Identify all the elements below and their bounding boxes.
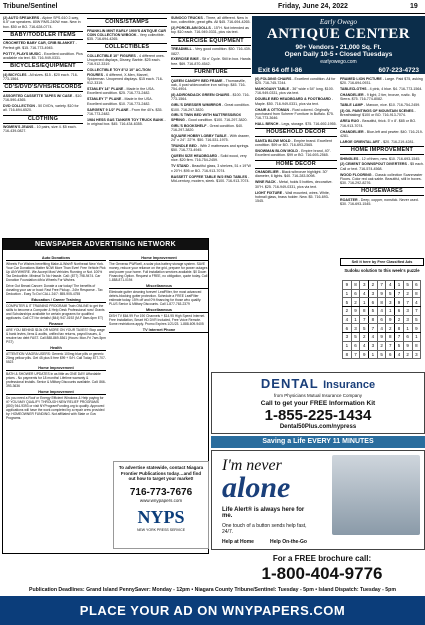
section-heading: BICYCLES/EQUIPMENT	[3, 62, 83, 71]
list-item: ROASTER - Deep, copper, nonstick. Never used. $30. 716-693-1545.	[340, 197, 419, 207]
nan-heading: Finance	[6, 322, 106, 327]
sudoku-cell: 5	[360, 324, 369, 333]
issue-date: Friday, June 24, 2022	[278, 3, 348, 10]
sudoku-row	[343, 307, 421, 316]
sudoku-cell: 6	[369, 298, 378, 307]
sudoku-cell: 6	[412, 281, 421, 290]
sudoku-cell: 2	[386, 324, 395, 333]
list-item: SANTA BLOW MOLD - Empire brand. Excellent condition. $99 or BO. 716-693-2565.	[255, 138, 332, 148]
sudoku-cell: 9	[386, 315, 395, 324]
sudoku-cell: 8	[412, 341, 421, 350]
list-item: TRUNDLE BED - With 2 mattresses and springs. $50. 716-773-4945.	[171, 143, 250, 153]
footer-banner[interactable]	[0, 596, 425, 625]
nan-heading: Home Improvement	[109, 256, 209, 261]
sudoku-cell: 9	[377, 289, 386, 298]
dental-from: from Physicians Mutual Insurance Company	[273, 393, 363, 398]
help-at-home-icon: Help at Home	[222, 539, 254, 545]
paper-name: Tribune/Sentinel	[3, 3, 58, 10]
list-item: CHANDELIER - 9 light, 2 tier, bronze, rustic. By Sierra. $75. 716-774-8082.	[340, 93, 416, 102]
list-item: QUEEN SIZE HEADBOARD - Solid wood, very nice. $20 firm. 716-754-2459.	[171, 154, 247, 163]
page-header	[0, 0, 425, 14]
sudoku-cell: 1	[412, 333, 421, 342]
nan-heading: Education / Career Training	[6, 298, 106, 303]
list-item: WINE RACK - Metal, holds 5 bottles, decorative. 30"H. $25. 716-949-0331, pics via text.	[255, 180, 333, 189]
dental-website: Dental50Plus.com/nypress	[279, 424, 357, 430]
sudoku-cell: 1	[343, 341, 352, 350]
nyps-logo: NYPS	[137, 506, 185, 527]
nan-paragraph: ATTENTION VIAGRA USERS: Generic 100mg blue pills or generic 20mg yellow pills. Get 45 plus 5 free $99 + S/H. Call Today 877-707-5523	[6, 352, 106, 364]
list-item: SQUARE HOBBY LOBBY TABLE - With drawer, 24" x 24". 22"H. $50. 716-531-1975.	[171, 133, 250, 143]
sudoku-cell: 7	[351, 350, 360, 359]
nan-heading: Health	[6, 346, 106, 351]
sudoku-cell: 4	[386, 281, 395, 290]
nan-paragraph: COMPUTER & IT TRAINING PROGRAM! Train ONLINE to get the skills to become a Computer & Help Desk Professional now! Grants and Scholarships available for certain programs for qualified applicants. Call CTI for details! (844) 947-0192 (M-F 8am-6pm ET)	[6, 304, 105, 320]
sudoku-cell: 7	[395, 333, 404, 342]
nan-heading: Home Improvement	[6, 390, 106, 395]
publication-deadlines: Publication Deadlines: Grand Island PennySaver: Monday - 12pm • Niagara County Tribune/Sentinel: Tuesday - 5pm • Island Dispatch: Tuesday - 5pm	[29, 587, 396, 593]
brochure-cta: For a FREE brochure call:	[272, 554, 372, 563]
list-item: (2) PORCELAIN DOLLS - 15"H. Not intended as toy. $10 each. 716-949-0331, pics via text.	[171, 26, 249, 35]
alert-headline: I'm never	[222, 457, 282, 474]
list-item: (2) AUTO SPEAKERS - Alpine SPS-610 2-way, 6.5" car speakers. 80W RMS-240W max. New in box. $50 or BO. 716-628-0774.	[3, 16, 81, 29]
sudoku-cell: 9	[403, 341, 412, 350]
list-item: LARGE ORIENTAL ART - $20. 716-219-4281.	[340, 139, 415, 144]
sudoku-cell: 4	[343, 315, 352, 324]
list-item: GIRL'S DRESSER W/MIRROR - Great condition. $100. 716-297-3820.	[171, 103, 250, 112]
nan-paragraph: Eliminate gutter cleaning forever! LeafFilter, the most advanced debris-blocking gutter protection. Schedule a FREE LeafFilter estimate today. 15% off and 0% financing for those who qualify. PLUS Senior & Military Discounts. Call 1-877-763-2379	[109, 290, 202, 306]
help-on-the-go-icon: Help On-the-Go	[270, 539, 307, 545]
sudoku-grid	[342, 280, 421, 359]
sudoku-row	[343, 298, 421, 307]
sudoku-cell: 3	[369, 289, 378, 298]
sudoku-cell: 4	[369, 333, 378, 342]
list-item: CROCHETED BABY CAR, CRIB BLANKET - Perfect gift. $15. 716-773-4945.	[3, 41, 77, 50]
sudoku-cell: 6	[386, 350, 395, 359]
list-item: DVD COLLECTION - 50 DVD's, variety. $10 for all. 716-694-6520.	[3, 103, 79, 113]
nyps-subtitle: NEW YORK PRESS SERVICE	[136, 527, 186, 532]
sudoku-cell: 7	[377, 281, 386, 290]
nan-heading: Miscellaneous	[109, 284, 209, 289]
list-item: GIRL'S TWIN BED WITH MATTRESS/BOX SPRING - Good condition. $100. 716-297-3820.	[171, 113, 248, 122]
list-item: SUNOCO TRUCKS - Three, all different. New in box, collectible, great gifts. All $45. 716-694-4265.	[171, 16, 251, 25]
sudoku-cell: 3	[360, 281, 369, 290]
sudoku-cell: 7	[395, 289, 404, 298]
sudoku-cell: 8	[412, 289, 421, 298]
sudoku-row	[343, 324, 421, 333]
sudoku-cell: 1	[351, 315, 360, 324]
list-item: FRAMED LION PICTURE - Large. Paid $75, asking $20. 716-694-0931.	[340, 77, 423, 86]
ad-phone: 607-223-4723	[378, 67, 419, 74]
sudoku-cell: 8	[343, 350, 352, 359]
sudoku-cell: 6	[351, 289, 360, 298]
dental-heading	[212, 373, 424, 393]
sudoku-cell: 8	[360, 307, 369, 316]
list-item: QUEEN CANOPY BED FRAME - Thomasville, oak, 4 post w/decorative iron rail top. $45. 716-754-4904.	[171, 78, 246, 92]
sudoku-cell: 2	[377, 341, 386, 350]
sudoku-cell: 9	[395, 298, 404, 307]
dental-call: Call to get your FREE Information Kit	[260, 400, 376, 407]
column-4	[255, 77, 337, 370]
nan-paragraph: The Generac PWRcell, a solar plus battery storage system. SAVE money, reduce your reliance on the grid, prepare for power outages and power your home. Full installation services available. $0 Down Financing Option. Request a FREE, no obligation, quote today. Call 1-888-871-0194	[109, 262, 208, 282]
sudoku-cell: 1	[403, 324, 412, 333]
sudoku-cell: 7	[403, 298, 412, 307]
sudoku-cell: 8	[377, 298, 386, 307]
sudoku-cell: 3	[369, 341, 378, 350]
sudoku-cell: 5	[377, 350, 386, 359]
sudoku-cell: 7	[412, 307, 421, 316]
list-item: EXERCISE BIKE - Sit n' Cycle. Still in box. Hands free. $69. 716-870-4542.	[171, 57, 251, 66]
page-number: 19	[410, 3, 418, 10]
sudoku-cell: 2	[395, 315, 404, 324]
sudoku-cell: 6	[403, 333, 412, 342]
section-heading: CD'S/DVD'S/VHS/RECORDS	[4, 84, 82, 91]
ad-footer-row	[252, 65, 425, 74]
sudoku-cell: 3	[386, 298, 395, 307]
list-item: STANLEY 14" PLANE - Made in the USA. Excellent condition. $25. 716-773-2482.	[87, 87, 155, 96]
sudoku-cell: 9	[351, 307, 360, 316]
section-heading: HOUSEHOLD DECOR	[255, 128, 337, 137]
nan-paragraph: Wheels For Wishes benefiting Make-A-Wish® Northeast New York. Your Car Donations Matter NOW More Than Ever! Free Vehicle Pick Up ANYWHERE. We Accept Most Vehicles Running or Not. 100% Tax Deductible. Minimal To No Hassle. Call: (877) 798-9474. Car Donation Foundation d/b/a Wheels For Wishes.	[6, 262, 106, 282]
sudoku-cell: 3	[403, 315, 412, 324]
sudoku-cell: 5	[412, 315, 421, 324]
sudoku-cell: 6	[377, 315, 386, 324]
sudoku-cell: 2	[369, 281, 378, 290]
sudoku-cell: 5	[351, 333, 360, 342]
list-item: COLLECTIBLE TOY 8"/2 10" AC-TION FIGURES - 6 different, X-Men, Marvel, Spiderman. Unopened displays. $15 each. 716-912-3319.	[87, 68, 163, 86]
sudoku-cell: 7	[360, 315, 369, 324]
alert-line2: One touch of a button sends help fast, 24/7.	[222, 523, 307, 535]
sudoku-cell: 1	[386, 307, 395, 316]
list-item: WOOD FLOORING - Classic collection Scanmaster Floors. Color red oak sable. Beautiful, still in boxes. $30. 716-292-8276.	[340, 172, 423, 186]
sudoku-row	[343, 350, 421, 359]
nan-right-column	[109, 254, 209, 334]
list-item: SARGENT 9 1/2" PLANE - From the 40's. $35. 716-773-2482.	[87, 107, 163, 116]
list-item: LIGHT FIXTURE - Wall mounted, wires. White, hobnail glass, brass holder. New. $5. 716-693-1545.	[255, 190, 330, 204]
sudoku-cell: 3	[343, 333, 352, 342]
list-item: CHANDELIER - Black w/bronze highlight. 30" diameter, 6 lights. $40. 716-283-5098.	[255, 170, 328, 179]
nan-heading: Auto Donations	[6, 256, 106, 261]
list-item: COLLECTIBLE 10" FIGURES - 4 different ones. Unopened displays, Disney, Barbie. $25 each. 716-912-3319.	[87, 53, 165, 67]
list-item: POTTY, PLAYS MUSIC - Excellent condition. Pics available via text. $5. 716-949-0331.	[3, 51, 83, 60]
sudoku-cell: 2	[360, 333, 369, 342]
sudoku-cell: 5	[395, 341, 404, 350]
nan-title: NEWSPAPER ADVERTISING NETWORK	[3, 239, 208, 250]
sudoku-cell: 2	[343, 307, 352, 316]
list-item: DOUBLE BED HEADBOARD & FOOTBOARD - Maple. $50. 716-949-0331, pics via text.	[255, 97, 334, 106]
section-heading: HOUSEWARES	[340, 187, 424, 196]
sudoku-row	[343, 341, 421, 350]
nyps-website: www.wnypapers.com	[139, 497, 183, 503]
sudoku-row	[343, 289, 421, 298]
section-heading: COLLECTIBLES	[87, 43, 167, 52]
brochure-phone[interactable]: 1-800-404-9776	[261, 564, 383, 583]
nan-paragraph: DISH TV $64.99 For 190 Channels + $14.95 High Speed Internet. Free Installation, Smart HD DVR Included, Free Voice Remote. Some restrictions apply. Promo Expires 1/21/23. 1-888-609-9405	[109, 314, 206, 326]
ad-website: earlyowego.com	[320, 59, 357, 65]
sudoku-row	[343, 315, 421, 324]
sudoku-cell: 4	[360, 341, 369, 350]
sudoku-cell: 3	[351, 324, 360, 333]
ad-tagline: Early Owego	[319, 18, 358, 26]
alert-line1: Life Alert® is always here for me.	[222, 507, 305, 519]
life-alert-banner: Saving a Life EVERY 11 MINUTES	[211, 436, 425, 448]
nan-paragraph: ARE YOU BEHIND $10k OR MORE ON YOUR TAXES? Stop wage & bank levies, liens & audits, unfiled tax returns, payroll issues, & resolve tax debt FAST. Call 888-869-5361 (Hours: Mon-Fri 7am-5pm PST)	[6, 328, 106, 344]
section-heading: EXERCISE EQUIPMENT	[171, 37, 251, 46]
list-item: TREADMILL - Very good condition. $50. 716-439-0827.	[171, 47, 251, 56]
sudoku-row	[343, 333, 421, 342]
sudoku-cell: 8	[351, 281, 360, 290]
nyps-cta: To advertise statewide, contact Niagara Frontier Publications today…and find out how to target your market!	[118, 465, 204, 481]
person-photo	[332, 455, 420, 535]
sudoku-cell: 4	[360, 289, 369, 298]
list-item: HALL BENCH - Legs, storage. $75. 716-692-1955.	[255, 122, 337, 127]
list-item: SNOWMAN BLOW MOLD - Empire brand, 40". Excellent condition. $99 or BO. 716-693-2565.	[255, 149, 331, 158]
sudoku-cell: 1	[343, 289, 352, 298]
alert-big-word: alone	[222, 471, 291, 504]
newspaper-advertising-network	[2, 238, 209, 554]
nan-heading: Miscellaneous	[109, 308, 209, 313]
section-heading: CLOTHING	[3, 115, 83, 124]
list-item: MAHOGANY TABLE - 36" wide x 54" long. $100. 716-949-0331, pics via text.	[255, 87, 334, 96]
list-item: AREA RUG - Beautiful, thick. 5' x 8'. $85 or BO. 716-913-7074.	[340, 119, 417, 128]
section-heading: FURNITURE	[171, 68, 251, 77]
sudoku-cell: 7	[369, 324, 378, 333]
sudoku-cell: 9	[343, 281, 352, 290]
list-item: ASSORTED CASSETTE TAPES W/ CASE - $10. 716-590-4365.	[3, 93, 83, 103]
column-5	[340, 77, 424, 257]
nan-left-column	[6, 254, 106, 420]
list-item: FRANKLIN MINT EARLY 1900'S ANTIQUE CAR COIN COLLECTION W/BOOK - Very collectible. $35. 716-694-4265.	[87, 28, 166, 42]
sudoku-cell: 2	[403, 350, 412, 359]
ad-subtitle: 90+ Vendors • 21,000 Sq. Ft.	[295, 44, 382, 51]
nyps-phone: 716-773-7676	[129, 486, 193, 498]
nan-paragraph: Do you need a Roof or Energy Efficient Windows & Help paying for it? YOU MAY QUALIFY THROUGH NEW RELIEF PROGRAMS (800) 944-9393 or visit NYProgramFunding.org to qualify. Approved applications will have the work completed by a repair crew provided by: HOMEOWNER FUNDING. Not affiliated with State or Gov Programs.	[6, 396, 105, 420]
sudoku-cell: 6	[395, 307, 404, 316]
list-item: TV STAND - Beautiful glass, 3 shelves, 51 x 19"W x 20"H. $95 or BO. 716-913-7074.	[171, 164, 251, 173]
list-item: (6) FOLDING CHAIRS - Excellent condition. All for $25. 716-745-7244.	[255, 77, 336, 86]
sudoku-cell: 9	[412, 324, 421, 333]
sudoku-cell: 6	[351, 341, 360, 350]
sudoku-cell: 7	[386, 341, 395, 350]
dental-brand: DENTAL	[260, 376, 319, 391]
sell-it-banner: Sell it here by Free Classified Ads	[340, 258, 424, 266]
sudoku-cell: 4	[412, 298, 421, 307]
list-item: CHANDELIER - Blue-left and pewter. $40. 716-219-4281.	[340, 129, 423, 138]
list-item: SHINGLES - 12 of them, new. $10. 716-693-1545.	[340, 156, 421, 161]
sudoku-row	[343, 281, 421, 290]
list-item: TABLE LAMP - Maroon, nice. $10. 716-754-2459.	[340, 103, 421, 108]
column-2	[87, 16, 167, 234]
dental-title: Insurance	[323, 379, 376, 391]
list-item: (2) CEMENT DOWNSPOUT DIVERTERS - $5 each. Call or text. 716-574-4568.	[340, 162, 424, 171]
sudoku-cell: 3	[412, 350, 421, 359]
column-1	[3, 16, 83, 238]
sudoku-cell: 5	[343, 298, 352, 307]
dental-phone: 1-855-225-1434	[264, 407, 372, 424]
sudoku-cell: 6	[343, 324, 352, 333]
sudoku-cell: 9	[377, 333, 386, 342]
footer-banner-text: PLACE YOUR AD ON WNYPAPERS.COM	[79, 603, 346, 618]
sudoku-cell: 8	[395, 324, 404, 333]
sudoku-cell: 9	[360, 350, 369, 359]
nan-paragraph: BATH & SHOWER UPDATES in as little as ONE DAY! Affordable prices - No payments for 18 months! Lifetime warranty & professional installs. Senior & Military Discounts available. Call: 866-393-3636	[6, 372, 106, 388]
list-item: STANLEY 7" PLANE - Made in the USA. Excellent condition. $10. 716-773-2482.	[87, 97, 153, 106]
life-alert-ad[interactable]	[211, 450, 425, 550]
nan-heading: Home Improvement	[6, 366, 106, 371]
list-item: (4) BICYCLES - All sizes. $15 - $20 each. 716-773-1564.	[3, 72, 78, 81]
sudoku-cell: 8	[369, 315, 378, 324]
sudoku-cell: 3	[403, 307, 412, 316]
section-heading: HOME DECOR	[255, 160, 337, 169]
sudoku-cell: 1	[395, 281, 404, 290]
list-item: GIRL'S BOOKSHELF - Great condition. $40. 716-297-3820.	[171, 123, 243, 132]
section-heading: BABY/TODDLER ITEMS	[3, 31, 83, 40]
list-item: 1984 HESS GAS TANKER TOY TRUCK BANK - In original box. $45. 716-434-6355.	[87, 117, 166, 127]
sudoku-cell: 2	[403, 289, 412, 298]
list-item: CHAIR & OTTOMAN - Rust colored. Originally purchased from Scherer Furniture in Buffalo. $75. 716-773-3646.	[255, 107, 334, 121]
list-item: BASSETT COFFEE TABLE W/2 END TABLES - Mid-century, modern, sleek. $100. 716-913-7074.	[171, 174, 250, 183]
section-heading: HOME IMPROVEMENT	[340, 146, 424, 155]
ad-exit: Exit 64 off I-86	[258, 67, 303, 74]
sudoku-cell: 8	[386, 333, 395, 342]
list-item: (3) OIL PAINTINGS OF MOUNTAIN SCENES - Breathtaking! $100 or BO. 716-913-7074.	[340, 109, 416, 118]
sudoku-cell: 4	[377, 324, 386, 333]
section-heading: COINS/STAMPS	[87, 18, 167, 27]
sudoku-cell: 5	[403, 281, 412, 290]
nan-heading: TV Internet Phone	[109, 328, 209, 333]
list-item: WOMEN'S JEANS - 10 pairs, size 4. $5 each. 716-439-0827.	[3, 125, 77, 134]
sudoku-cell: 5	[386, 289, 395, 298]
nyps-promo[interactable]	[113, 461, 209, 549]
ad-hours: Open Daily 10-5 • Closed Tuesdays	[284, 51, 393, 58]
ad-title: ANTIQUE CENTER	[266, 26, 411, 42]
list-item: TABLECLOTHS - 4 pink, 4 blue. $4. 716-773-1564.	[340, 87, 423, 92]
sudoku-title: Sudoku solution to this week's puzzle	[344, 268, 420, 273]
nan-paragraph: Drive Out Breast Cancer: Donate a car today! The benefits of donating your car or boat: Fast Free Pickup - 24hr Response - Tax Deduction - Easy To Do! CALL 24/7: 855-905-4755	[6, 284, 103, 296]
sudoku-cell: 1	[369, 350, 378, 359]
sudoku-cell: 4	[377, 307, 386, 316]
sudoku-cell: 5	[369, 307, 378, 316]
list-item: (8) ADIRONDACK GREEN CHAIRS - $100. 716-773-1564.	[171, 93, 250, 102]
sudoku-cell: 2	[351, 298, 360, 307]
sudoku-cell: 1	[360, 298, 369, 307]
dental-insurance-ad[interactable]	[211, 372, 425, 434]
sudoku-cell: 4	[395, 350, 404, 359]
antique-center-ad[interactable]	[252, 16, 425, 74]
